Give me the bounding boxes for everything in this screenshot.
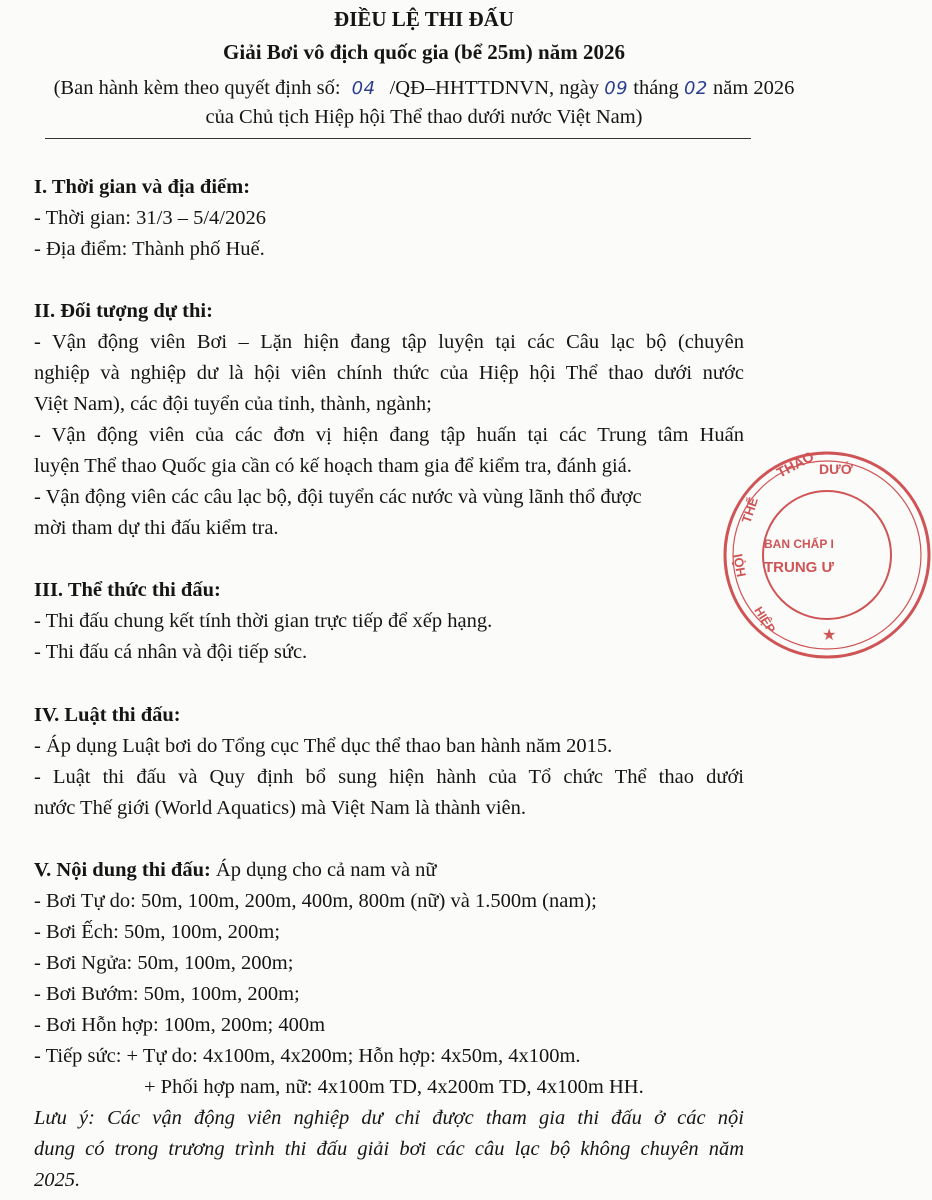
seal-text-inner-2: TRUNG Ư: [764, 559, 834, 576]
section-5-line: + Phối hợp nam, nữ: 4x100m TD, 4x200m TD, 4x100m HH.: [144, 1076, 644, 1098]
section-1-line: - Thời gian: 31/3 – 5/4/2026: [34, 207, 266, 229]
section-3-heading: III. Thể thức thi đấu:: [34, 579, 221, 601]
section-2-line: mời tham dự thi đấu kiểm tra.: [34, 517, 279, 539]
section-2-line: nghiệp và nghiệp dư là hội viên chính thức của Hiệp hội Thể thao dưới nước: [34, 362, 744, 384]
section-5-line: - Bơi Ếch: 50m, 100m, 200m;: [34, 921, 281, 943]
issuance-prefix: (Ban hành kèm theo quyết định số:: [53, 77, 341, 99]
section-4-line: nước Thế giới (World Aquatics) mà Việt Nam là thành viên.: [34, 797, 526, 819]
document-title: ĐIỀU LỆ THI ĐẤU: [334, 7, 514, 31]
section-4-line: - Luật thi đấu và Quy định bổ sung hiện hành của Tổ chức Thể thao dưới: [34, 766, 744, 788]
section-2-line: - Vận động viên các câu lạc bộ, đội tuyển các nước và vùng lãnh thổ được: [34, 486, 642, 508]
seal-text-bottom: HIỆP: [751, 604, 779, 636]
section-1-line: - Địa điểm: Thành phố Huế.: [34, 238, 265, 260]
section-2-line: luyện Thể thao Quốc gia cần có kế hoạch tham gia để kiểm tra, đánh giá.: [34, 455, 632, 477]
note-line: [34, 1103, 744, 1133]
seal-star-icon: ★: [822, 625, 837, 644]
section-1-heading: I. Thời gian và địa điểm:: [34, 176, 251, 198]
issue-month-label: tháng: [633, 77, 679, 99]
section-5-heading: V. Nội dung thi đấu:: [34, 859, 211, 881]
section-2-line: - Vận động viên Bơi – Lặn hiện đang tập luyện tại các Câu lạc bộ (chuyên: [34, 331, 744, 353]
issue-month: 02: [683, 78, 708, 99]
section-5-line: - Tiếp sức: + Tự do: 4x100m, 4x200m; Hỗn hợp: 4x50m, 4x100m.: [34, 1045, 581, 1067]
seal-text-top-2: DƯỚ: [819, 461, 853, 477]
section-5-line: - Bơi Tự do: 50m, 100m, 200m, 400m, 800m (nữ) và 1.500m (nam);: [34, 890, 597, 912]
section-5-line: - Bơi Ngửa: 50m, 100m, 200m;: [34, 952, 294, 974]
seal-text-inner-1: BAN CHẤP I: [764, 537, 834, 551]
seal-text-top: THAO: [773, 447, 817, 481]
issue-year: năm 2026: [712, 77, 795, 99]
section-4-line: - Áp dụng Luật bơi do Tổng cục Thể dục thể thao ban hành năm 2015.: [34, 735, 613, 757]
document-subtitle: Giải Bơi vô địch quốc gia (bể 25m) năm 2026: [223, 40, 625, 64]
section-3-line: - Thi đấu cá nhân và đội tiếp sức.: [34, 641, 308, 663]
section-5-line: - Bơi Hỗn hợp: 100m, 200m; 400m: [34, 1014, 326, 1036]
note-label: Lưu ý:: [34, 1107, 95, 1129]
header-divider: [45, 138, 751, 139]
section-5-heading-rest: Áp dụng cho cả nam và nữ: [210, 859, 437, 881]
section-3-line: - Thi đấu chung kết tính thời gian trực tiếp để xếp hạng.: [34, 610, 493, 632]
association-seal: [722, 447, 932, 660]
issuance-mid: /QĐ–HHTTDNVN, ngày: [389, 77, 600, 99]
issue-day: 09: [604, 78, 629, 99]
note-line: dung có trong trương trình thi đấu giải bơi các câu lạc bộ không chuyên năm: [34, 1138, 744, 1160]
issuance-line: [0, 73, 848, 104]
seal-text-left: THỂ: [738, 495, 761, 525]
issuer-line: của Chủ tịch Hiệp hội Thể thao dưới nước Việt Nam): [205, 106, 643, 128]
note-text: Các vận động viên nghiệp dư chỉ được tham gia thi đấu ở các nội: [94, 1107, 744, 1129]
seal-text-left-2: HỘI: [730, 552, 749, 579]
section-5-line: - Bơi Bướm: 50m, 100m, 200m;: [34, 983, 300, 1005]
section-2-heading: II. Đối tượng dự thi:: [34, 300, 213, 322]
decision-number: 04: [351, 78, 376, 99]
section-5-heading-line: [34, 855, 437, 885]
section-2-line: - Vận động viên của các đơn vị hiện đang tập huấn tại các Trung tâm Huấn: [34, 424, 744, 446]
note-line: 2025.: [34, 1169, 81, 1191]
section-4-heading: IV. Luật thi đấu:: [34, 704, 181, 726]
section-2-line: Việt Nam), các đội tuyển của tỉnh, thành, ngành;: [34, 393, 432, 415]
